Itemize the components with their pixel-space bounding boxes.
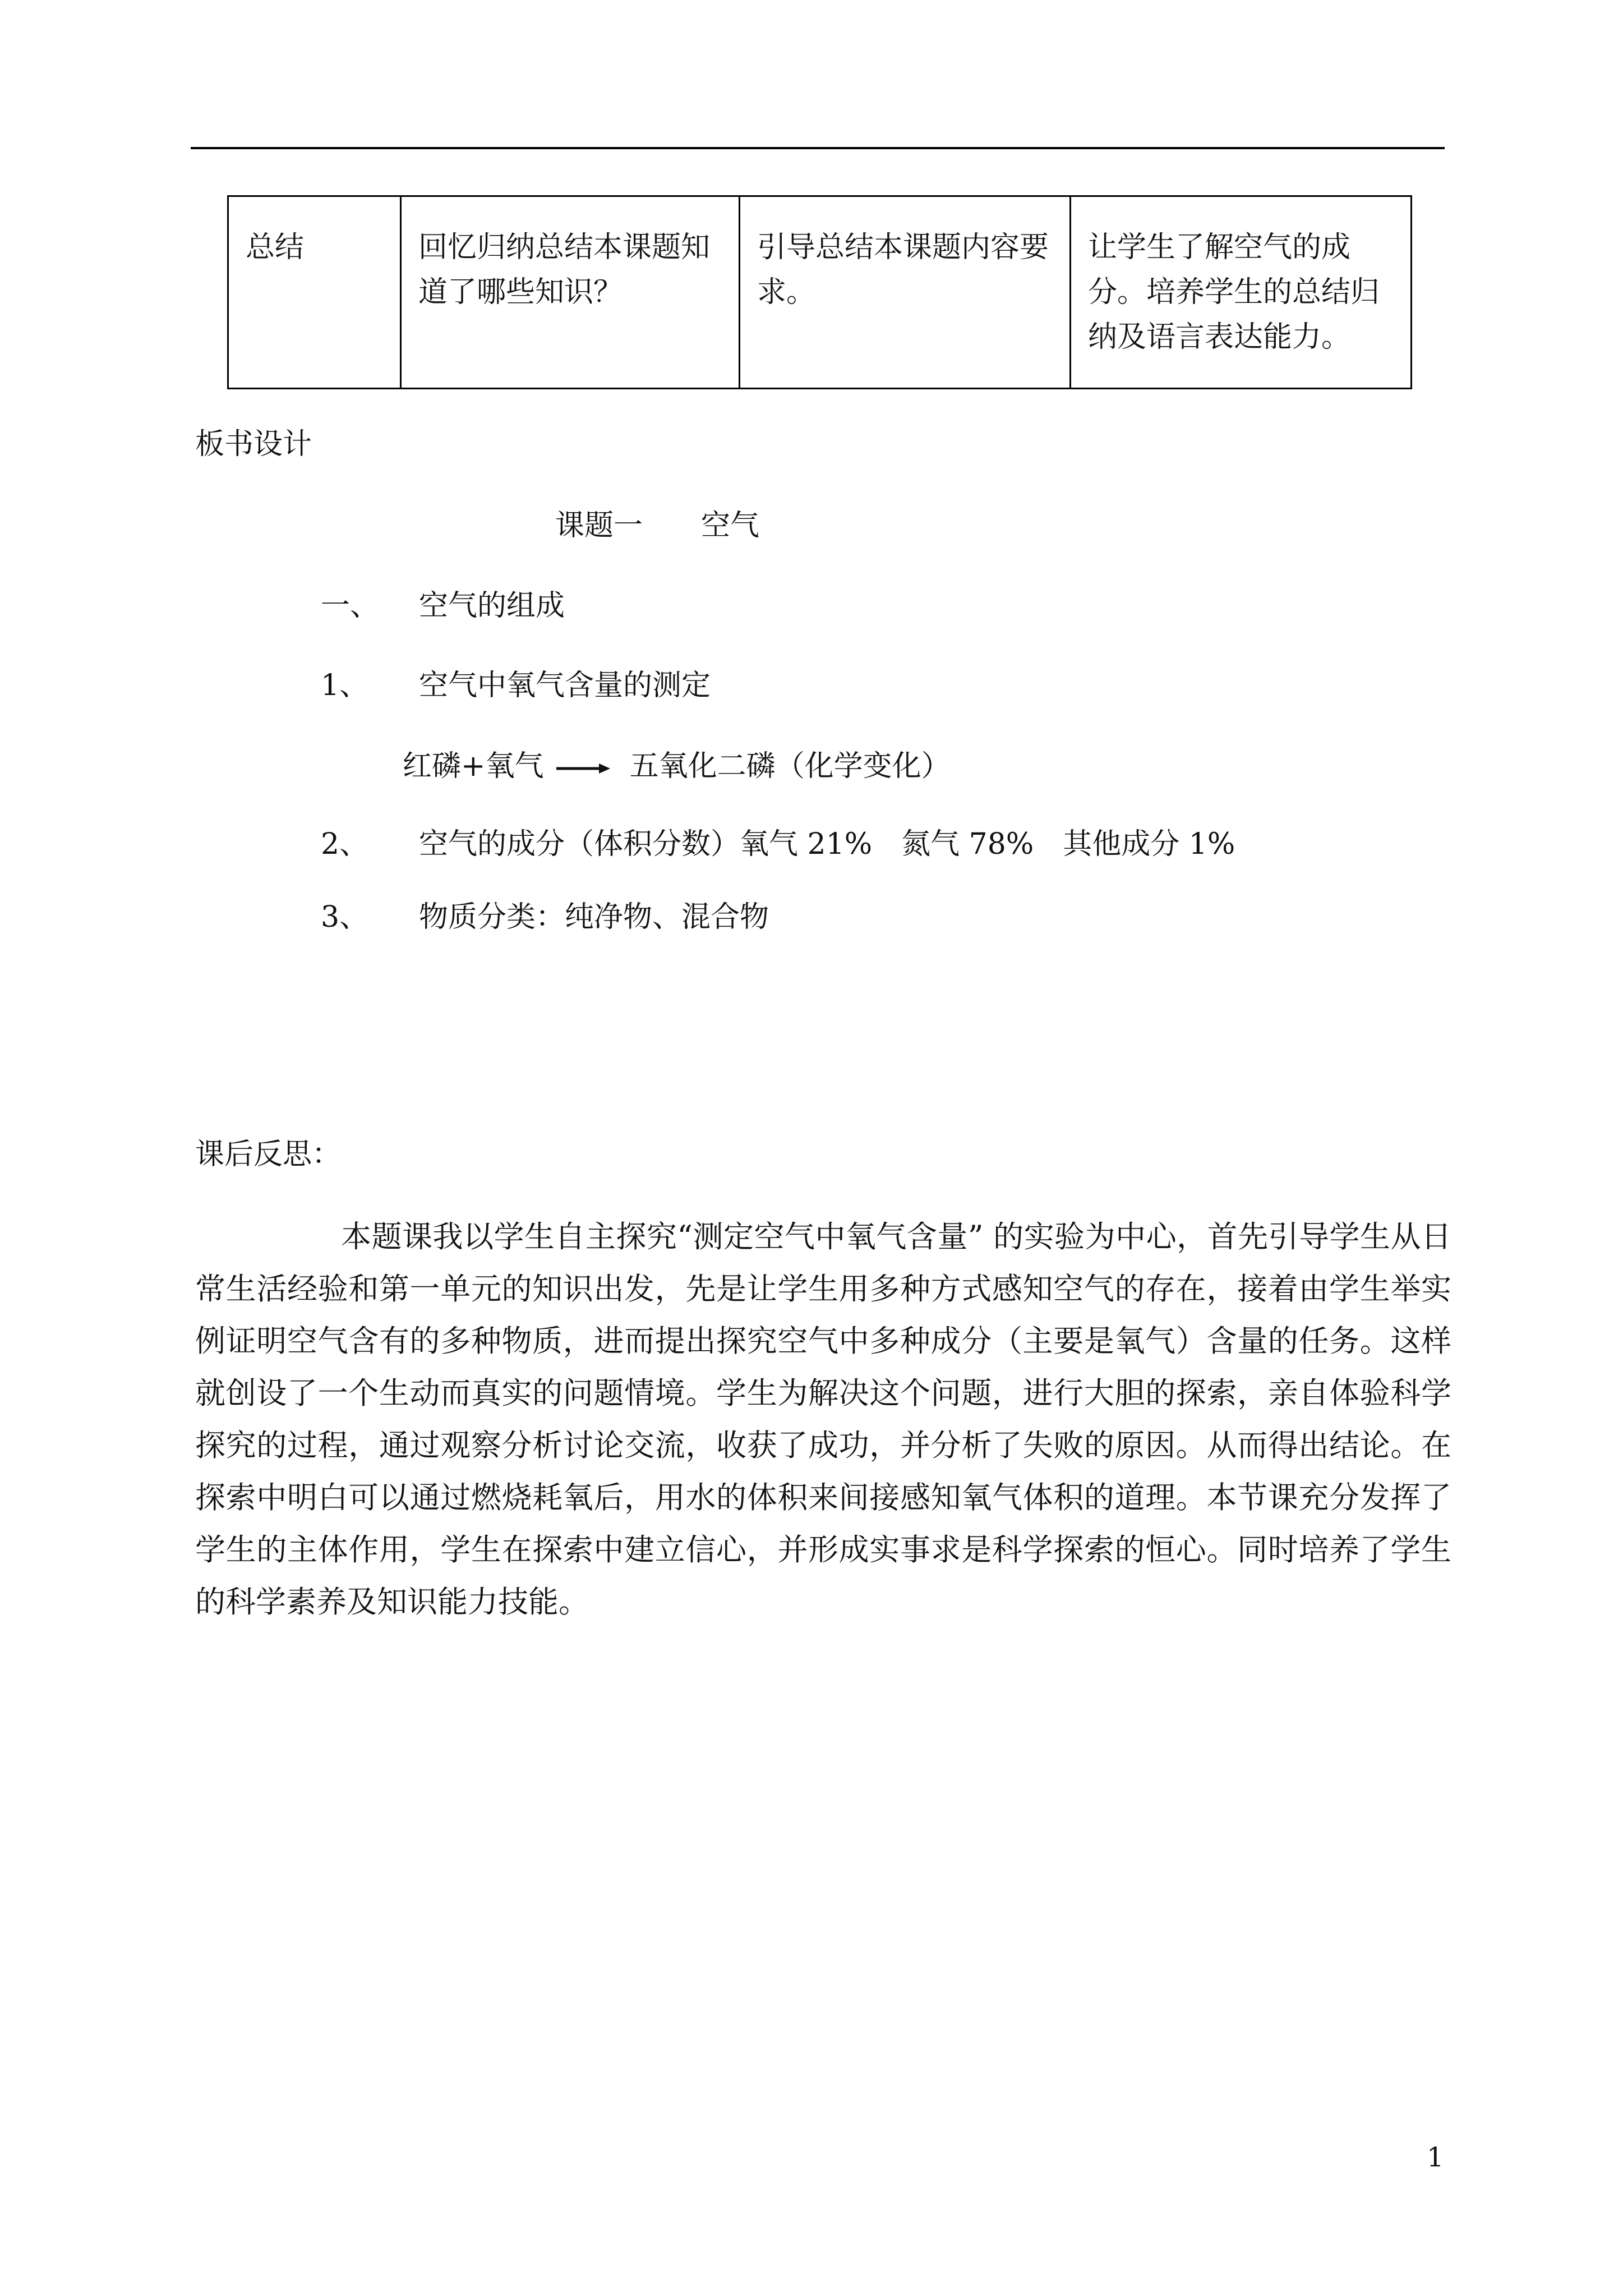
list-item-number: 3、 [321, 900, 369, 934]
list-item [321, 895, 769, 940]
lesson-title: 课题一 空气 [555, 509, 760, 542]
table-cell-teacher-activity: 引导总结本课题内容要求。 [740, 196, 1071, 389]
list-item-text: 空气中氧气含量的测定 [419, 669, 711, 702]
reaction-products: 五氧化二磷（化学变化） [629, 749, 951, 783]
list-item [321, 822, 1235, 867]
list-item-text: 物质分类：纯净物、混合物 [419, 900, 769, 934]
list-item [321, 663, 711, 708]
header-rule [191, 147, 1445, 149]
list-item-text: 空气的成分（体积分数）氧气 21% 氮气 78% 其他成分 1% [419, 827, 1235, 861]
reaction-equation [403, 744, 951, 789]
section-number: 一、 [321, 589, 380, 623]
table-cell-design-intent: 让学生了解空气的成分。培养学生的总结归纳及语言表达能力。 [1071, 196, 1412, 389]
list-item-number: 2、 [321, 827, 369, 861]
reaction-reactants: 红磷+氧气 [403, 749, 544, 783]
table-cell-stage: 总结 [228, 196, 401, 389]
summary-table [227, 195, 1412, 389]
reflection-paragraph: 本题课我以学生自主探究“测定空气中氧气含量” 的实验为中心，首先引导学生从日常生活经验和第一单元的知识出发，先是让学生用多种方式感知空气的存在，接着由学生举实例证明空气含有的多种物质，进而提出探究空气中多种成分（主要是氧气）含量的任务。这样就创设了一个生动而真实的问题情境。学生为解决这个问题，进行大胆的探索，亲自体验科学探究的过程，通过观察分析讨论交流，收获了成功，并分析了失败的原因。从而得出结论。在探索中明白可以通过燃烧耗氧后，用水的体积来间接感知氧气体积的道理。本节课充分发挥了学生的主体作用，学生在探索中建立信心，并形成实事求是科学探索的恒心。同时培养了学生的科学素养及知识能力技能。 [195, 1219, 1451, 1619]
table-cell-student-activity: 回忆归纳总结本课题知道了哪些知识？ [401, 196, 740, 389]
section-heading [321, 583, 565, 628]
reflection-heading: 课后反思： [195, 1138, 342, 1171]
section-title: 空气的组成 [419, 589, 565, 623]
list-item-number: 1、 [321, 669, 369, 702]
board-design-heading: 板书设计 [195, 427, 312, 461]
table-row [228, 196, 1412, 389]
page-number: 1 [1427, 2142, 1444, 2173]
reaction-arrow-icon [555, 760, 611, 777]
